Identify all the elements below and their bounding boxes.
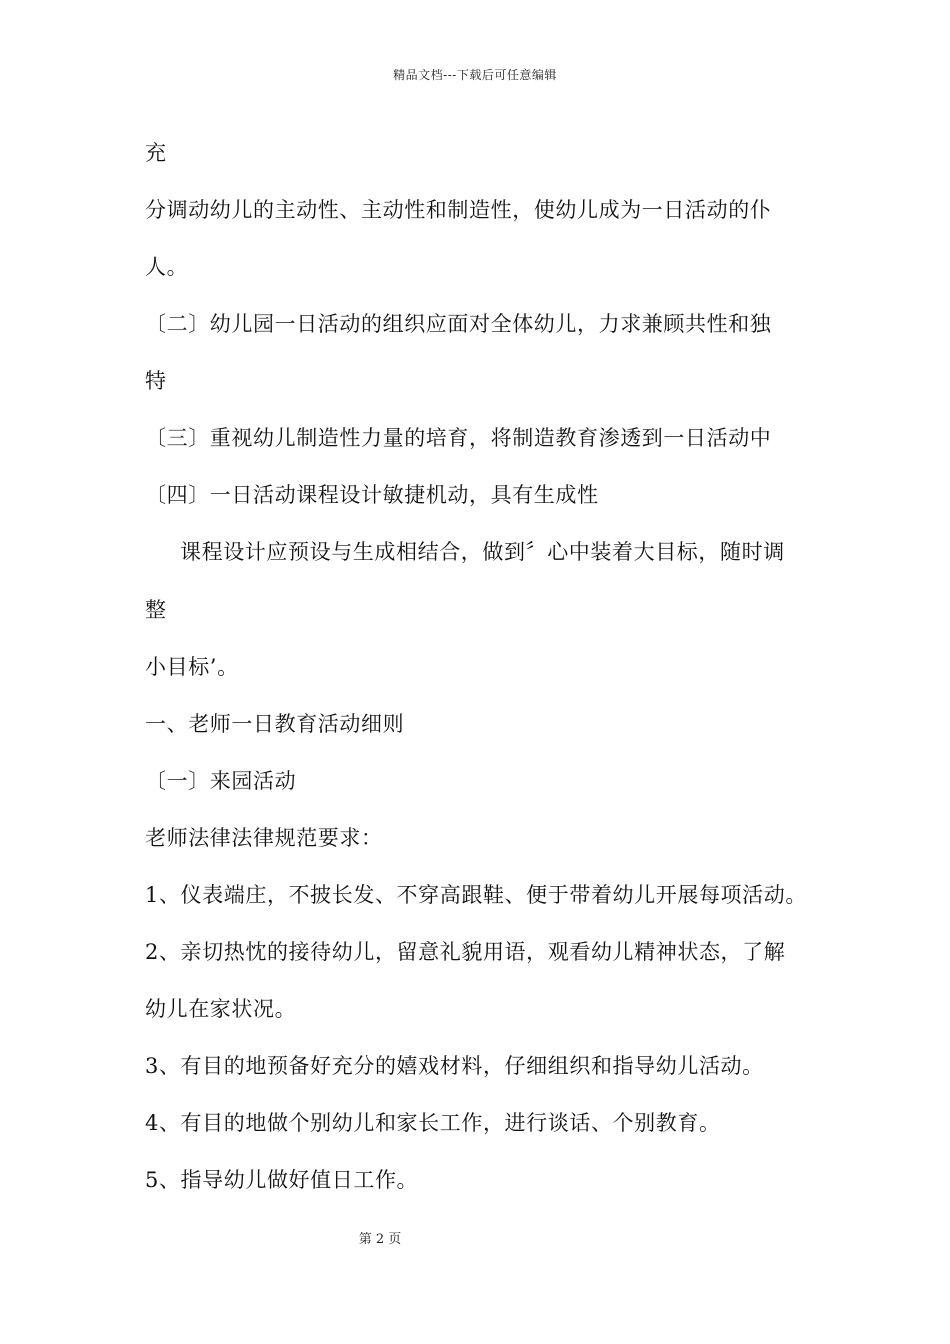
section-heading: 〔三〕重视幼儿制造性力量的培育，将制造教育渗透到一日活动中 [145,426,772,450]
text-line: 分调动幼儿的主动性、主动性和制造性，使幼儿成为一日活动的仆 [145,198,772,222]
page-header: 精品文档---下载后可任意编辑 [393,68,557,82]
list-item: 2、亲切热忱的接待幼儿，留意礼貌用语，观看幼儿精神状态，了解 [145,940,786,964]
text-line: 小目标’。 [145,655,239,679]
text-line: 幼儿在家状况。 [145,997,297,1021]
list-item: 1、仪表端庄，不披长发、不穿高跟鞋、便于带着幼儿开展每项活动。 [145,883,807,907]
section-heading: 〔四〕一日活动课程设计敏捷机动，具有生成性 [145,483,599,507]
text-line: 人。 [145,255,189,279]
list-item: 5、指导幼儿做好值日工作。 [145,1168,419,1192]
chapter-heading: 一、老师一日教育活动细则 [145,712,405,736]
page-number: 第 2 页 [358,1232,402,1247]
paragraph-line: 课程设计应预设与生成相结合，做到〞心中装着大目标，随时调 [180,540,785,564]
list-item: 3、有目的地预备好充分的嬉戏材料，仔细组织和指导幼儿活动。 [145,1054,764,1078]
text-line: 老师法律法律规范要求： [145,826,383,850]
text-line: 充 [145,141,167,165]
list-item: 4、有目的地做个别幼儿和家长工作，进行谈话、个别教育。 [145,1111,721,1135]
text-line: 整 [145,598,167,622]
section-heading: 〔一〕来园活动 [145,769,297,793]
text-line: 特 [145,369,167,393]
section-heading: 〔二〕幼儿园一日活动的组织应面对全体幼儿，力求兼顾共性和独 [145,312,772,336]
